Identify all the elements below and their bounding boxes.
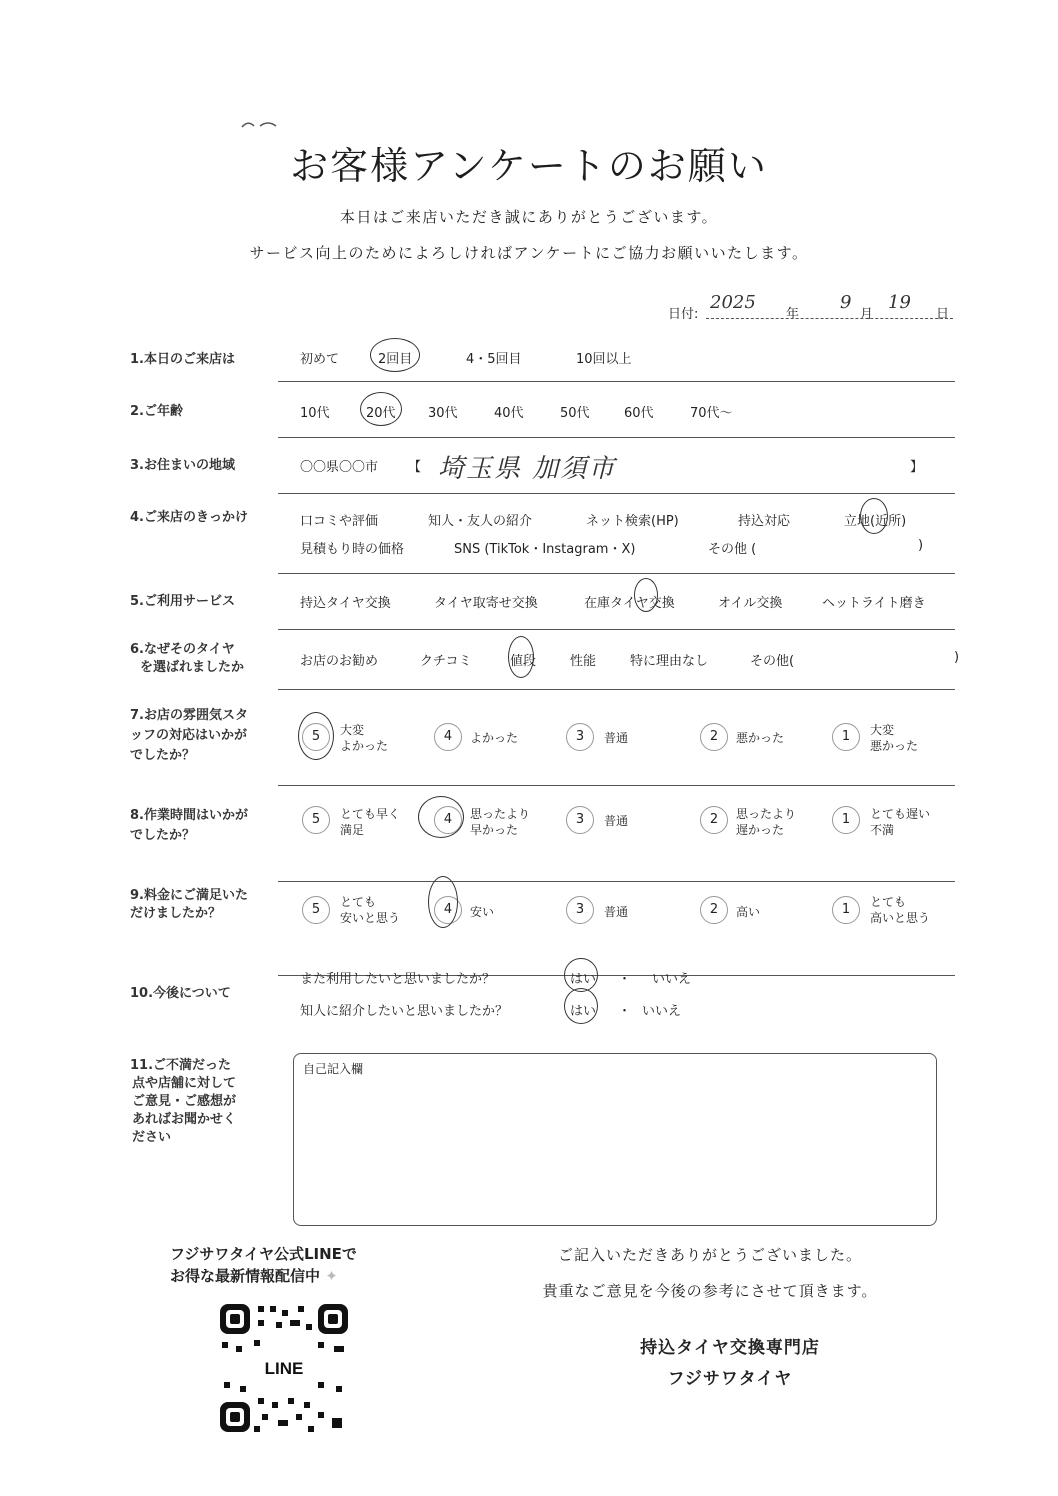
question-8-label-1: 8.作業時間はいかが bbox=[130, 808, 248, 823]
q8-rating-2-text-1: 思ったより bbox=[736, 807, 797, 821]
q10-refer-selected-mark bbox=[564, 988, 598, 1024]
q10-question-refer: 知人に紹介したいと思いましたか？ bbox=[300, 1004, 509, 1019]
q3-bracket-open: 【 bbox=[408, 460, 422, 475]
q2-option-50s[interactable]: 50代 bbox=[560, 406, 590, 421]
shop-type: 持込タイヤ交換専門店 bbox=[640, 1338, 820, 1358]
q6-other-close-paren: ) bbox=[954, 650, 960, 665]
free-comment-box[interactable] bbox=[293, 1053, 937, 1226]
question-2-label: 2.ご年齢 bbox=[130, 404, 183, 419]
q9-rating-1[interactable]: 1 bbox=[832, 896, 860, 924]
q6-option-no-reason[interactable]: 特に理由なし bbox=[630, 654, 709, 669]
q6-option-word-of-mouth[interactable]: クチコミ bbox=[420, 654, 472, 669]
question-1-label: 1.本日のご来店は bbox=[130, 352, 235, 367]
q4-option-reviews[interactable]: 口コミや評価 bbox=[300, 514, 379, 529]
q4-other-close-paren: ) bbox=[918, 538, 924, 553]
q9-rating-1-text-1: とても bbox=[870, 895, 907, 909]
question-7 bbox=[120, 690, 955, 786]
intro-line-1: 本日はご来店いただき誠にありがとうございます。 bbox=[339, 208, 719, 226]
question-9 bbox=[120, 882, 955, 976]
q1-option-10plus[interactable]: 10回以上 bbox=[576, 352, 632, 367]
q3-handwritten-answer[interactable]: 埼玉県 加須市 bbox=[438, 454, 617, 484]
q9-rating-4[interactable]: 4 bbox=[434, 896, 462, 924]
q10-refer-dot: ・ bbox=[618, 1004, 632, 1019]
q8-rating-2[interactable]: 2 bbox=[700, 806, 728, 834]
q4-selected-mark bbox=[860, 498, 888, 534]
q8-selected-mark bbox=[418, 796, 464, 838]
question-4-label: 4.ご来店のきっかけ bbox=[130, 510, 248, 525]
q4-option-other[interactable]: その他 ( bbox=[708, 542, 757, 557]
q5-option-oil-change[interactable]: オイル交換 bbox=[718, 596, 783, 611]
thanks-line-2: 貴重なご意見を今後の参考にさせて頂きます。 bbox=[542, 1282, 878, 1300]
question-1 bbox=[120, 330, 955, 382]
q1-option-second[interactable]: 2回目 bbox=[378, 352, 413, 367]
q3-prompt: 〇〇県〇〇市 bbox=[300, 460, 379, 475]
q2-option-40s[interactable]: 40代 bbox=[494, 406, 524, 421]
q9-rating-4-text: 安い bbox=[470, 905, 495, 919]
date-label: 日付: bbox=[668, 307, 699, 322]
q5-option-order-swap[interactable]: タイヤ取寄せ交換 bbox=[434, 596, 538, 611]
question-7-label-1: 7.お店の雰囲気スタ bbox=[130, 708, 248, 723]
q3-bracket-close: 】 bbox=[910, 460, 924, 475]
date-underline bbox=[706, 318, 953, 319]
q7-rating-5[interactable]: 5 bbox=[302, 723, 330, 751]
decorative-squiggle-icon bbox=[240, 118, 280, 130]
q2-selected-mark bbox=[360, 392, 402, 426]
q7-rating-4[interactable]: 4 bbox=[434, 723, 462, 751]
q10-refer-no[interactable]: いいえ bbox=[642, 1004, 682, 1019]
q8-rating-5-text-2: 満足 bbox=[340, 823, 365, 837]
q9-rating-5-text-2: 安いと思う bbox=[340, 911, 401, 925]
q4-option-bring-in[interactable]: 持込対応 bbox=[738, 514, 791, 529]
date-day-unit: 日 bbox=[936, 307, 950, 322]
q9-rating-5[interactable]: 5 bbox=[302, 896, 330, 924]
line-promo-text-2-label: お得な最新情報配信中 bbox=[170, 1267, 321, 1285]
q1-selected-mark bbox=[370, 338, 420, 372]
date-day: 19 bbox=[888, 292, 911, 313]
q7-rating-1-text-2: 悪かった bbox=[870, 739, 919, 753]
q2-option-30s[interactable]: 30代 bbox=[428, 406, 458, 421]
q4-option-location[interactable]: 立地(近所) bbox=[844, 514, 907, 529]
q7-rating-1-text-1: 大変 bbox=[870, 723, 895, 737]
q10-reuse-yes[interactable]: はい bbox=[570, 972, 597, 987]
question-5 bbox=[120, 574, 955, 630]
question-11-label-3: ご意見・ご感想が bbox=[132, 1094, 237, 1109]
question-8-label-2: でしたか？ bbox=[130, 828, 196, 843]
question-11-label-2: 点や店舗に対して bbox=[132, 1076, 237, 1091]
date-month: 9 bbox=[840, 292, 852, 313]
q5-selected-mark bbox=[634, 578, 658, 612]
q8-rating-3[interactable]: 3 bbox=[566, 806, 594, 834]
q8-rating-1-text-1: とても遅い bbox=[870, 807, 931, 821]
question-7-label-3: でしたか？ bbox=[130, 748, 196, 763]
sparkle-icon: ✦ bbox=[325, 1267, 338, 1285]
question-11-label-4: あればお聞かせく bbox=[132, 1112, 237, 1127]
date-year-unit: 年 bbox=[786, 307, 800, 322]
question-9-label-2: だけましたか？ bbox=[130, 906, 222, 921]
date-month-unit: 月 bbox=[860, 307, 874, 322]
date-year: 2025 bbox=[710, 292, 756, 313]
line-promo bbox=[170, 1243, 357, 1287]
question-7-label-2: ッフの対応はいかが bbox=[130, 728, 248, 743]
q1-option-4-5[interactable]: 4・5回目 bbox=[466, 352, 522, 367]
q10-reuse-dot: ・ bbox=[618, 972, 632, 987]
q4-option-web-search[interactable]: ネット検索(HP) bbox=[586, 514, 679, 529]
q5-option-bring-in-swap[interactable]: 持込タイヤ交換 bbox=[300, 596, 391, 611]
qr-line-label: LINE bbox=[264, 1359, 304, 1378]
q8-rating-5-text-1: とても早く bbox=[340, 807, 401, 821]
q4-option-estimate-price[interactable]: 見積もり時の価格 bbox=[300, 542, 405, 557]
question-5-label: 5.ご利用サービス bbox=[130, 594, 235, 609]
q1-option-first[interactable]: 初めて bbox=[300, 352, 340, 367]
question-11-label-1: 11.ご不満だった bbox=[130, 1058, 232, 1073]
q6-selected-mark bbox=[508, 636, 537, 678]
q8-rating-3-text: 普通 bbox=[604, 814, 629, 828]
q8-rating-2-text-2: 遅かった bbox=[736, 823, 785, 837]
q9-rating-5-text-1: とても bbox=[340, 895, 377, 909]
question-6 bbox=[120, 630, 960, 690]
q8-rating-1-text-2: 不満 bbox=[870, 823, 895, 837]
q8-rating-4[interactable]: 4 bbox=[434, 806, 462, 834]
q2-option-20s[interactable]: 20代 bbox=[366, 406, 396, 421]
q9-selected-mark bbox=[428, 876, 458, 928]
q8-rating-4-text-2: 早かった bbox=[470, 823, 519, 837]
q6-option-recommend[interactable]: お店のお勧め bbox=[300, 654, 379, 669]
q4-option-sns[interactable]: SNS (TikTok・Instagram・X) bbox=[454, 542, 636, 557]
date-field[interactable] bbox=[668, 292, 953, 322]
q8-rating-4-text-1: 思ったより bbox=[470, 807, 531, 821]
q6-option-other[interactable]: その他( bbox=[750, 654, 795, 669]
q2-option-10s[interactable]: 10代 bbox=[300, 406, 330, 421]
q10-refer-yes[interactable]: はい bbox=[570, 1004, 597, 1019]
question-3-label: 3.お住まいの地域 bbox=[130, 458, 235, 473]
free-comment-label: 自己記入欄 bbox=[303, 1062, 364, 1076]
thanks-line-1: ご記入いただきありがとうございました。 bbox=[557, 1246, 862, 1264]
question-11-label-5: ださい bbox=[132, 1130, 172, 1145]
q7-rating-1[interactable]: 1 bbox=[832, 723, 860, 751]
q9-rating-3-text: 普通 bbox=[604, 905, 629, 919]
q9-rating-1-text-2: 高いと思う bbox=[870, 911, 931, 925]
q10-reuse-no[interactable]: いいえ bbox=[652, 972, 692, 987]
question-6-label-2: を選ばれましたか bbox=[140, 660, 245, 675]
line-promo-text-1: フジサワタイヤ公式LINEで bbox=[170, 1245, 357, 1263]
q7-rating-2[interactable]: 2 bbox=[700, 723, 728, 751]
question-8 bbox=[120, 786, 955, 882]
q7-rating-5-text-1: 大変 bbox=[340, 723, 365, 737]
q9-rating-3[interactable]: 3 bbox=[566, 896, 594, 924]
q4-option-referral[interactable]: 知人・友人の紹介 bbox=[428, 514, 533, 529]
intro-line-2: サービス向上のためによろしければアンケートにご協力お願いいたします。 bbox=[249, 244, 809, 262]
question-4 bbox=[120, 494, 955, 574]
q8-rating-5[interactable]: 5 bbox=[302, 806, 330, 834]
q7-rating-4-text: よかった bbox=[470, 731, 519, 745]
question-10-label: 10.今後について bbox=[130, 986, 231, 1001]
shop-name: フジサワタイヤ bbox=[667, 1369, 793, 1389]
q7-selected-mark bbox=[298, 712, 334, 760]
q9-rating-2[interactable]: 2 bbox=[700, 896, 728, 924]
q8-rating-1[interactable]: 1 bbox=[832, 806, 860, 834]
q7-rating-3[interactable]: 3 bbox=[566, 723, 594, 751]
question-2 bbox=[120, 382, 955, 438]
page-title: お客様アンケートのお願い bbox=[290, 144, 768, 188]
question-6-label-1: 6.なぜそのタイヤ bbox=[130, 642, 235, 657]
q5-option-headlight[interactable]: ヘットライト磨き bbox=[822, 596, 926, 611]
line-qr-code-icon[interactable] bbox=[218, 1302, 350, 1434]
q6-option-price[interactable]: 値段 bbox=[510, 654, 537, 669]
question-10 bbox=[120, 972, 955, 1046]
q7-rating-5-text-2: よかった bbox=[340, 739, 389, 753]
q5-option-stock-swap[interactable]: 在庫タイヤ交換 bbox=[584, 596, 675, 611]
q10-reuse-selected-mark bbox=[564, 958, 598, 992]
question-9-label-1: 9.料金にご満足いた bbox=[130, 888, 248, 903]
q2-option-70s[interactable]: 70代～ bbox=[690, 406, 733, 421]
q6-option-performance[interactable]: 性能 bbox=[570, 654, 597, 669]
line-promo-text-2 bbox=[170, 1265, 357, 1287]
q7-rating-2-text: 悪かった bbox=[736, 731, 785, 745]
q9-rating-2-text: 高い bbox=[736, 905, 761, 919]
question-3 bbox=[120, 438, 955, 494]
q7-rating-3-text: 普通 bbox=[604, 731, 629, 745]
q2-option-60s[interactable]: 60代 bbox=[624, 406, 654, 421]
q10-question-reuse: また利用したいと思いましたか？ bbox=[300, 972, 496, 987]
